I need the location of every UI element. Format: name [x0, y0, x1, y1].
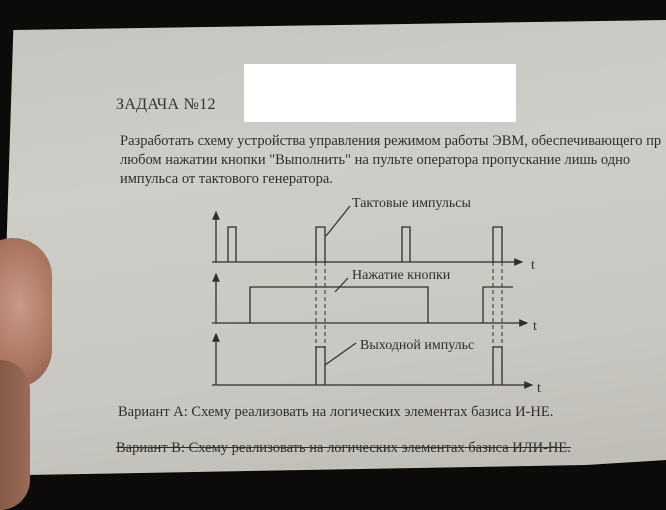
button-press-2 [483, 287, 513, 323]
clock-label: Тактовые импульсы [352, 196, 471, 211]
clock-pulse-1 [228, 227, 236, 262]
output-pulse-1 [316, 347, 325, 385]
task-text-line-3: импульса от тактового генератора. [120, 171, 333, 187]
variant-b-text: Вариант В: Схему реализовать на логических элементах базиса ИЛИ-НЕ. [116, 440, 571, 456]
output-label: Выходной импульс [360, 338, 475, 353]
button-label-leader [335, 278, 348, 292]
output-t-label: t [537, 381, 541, 396]
button-press-1 [250, 287, 428, 323]
clock-pulse-2 [316, 227, 325, 262]
output-pulse-2 [493, 347, 502, 385]
clock-pulse-4 [493, 227, 502, 262]
clock-t-label: t [531, 258, 535, 273]
hand [0, 360, 30, 510]
clock-pulse-3 [402, 227, 410, 262]
variant-a-text: Вариант А: Схему реализовать на логических элементах базиса И-НЕ. [118, 404, 554, 420]
task-title: ЗАДАЧА №12 [116, 96, 216, 113]
button-label: Нажатие кнопки [352, 268, 451, 283]
clock-label-leader [326, 206, 350, 236]
button-t-label: t [533, 319, 537, 334]
output-label-leader [325, 343, 356, 365]
task-text-line-1: Разработать схему устройства управления режимом работы ЭВМ, обеспечивающего пр [120, 133, 662, 149]
task-text-line-2: любом нажатии кнопки "Выполнить" на пульте оператора пропускание лишь одно [120, 152, 631, 168]
